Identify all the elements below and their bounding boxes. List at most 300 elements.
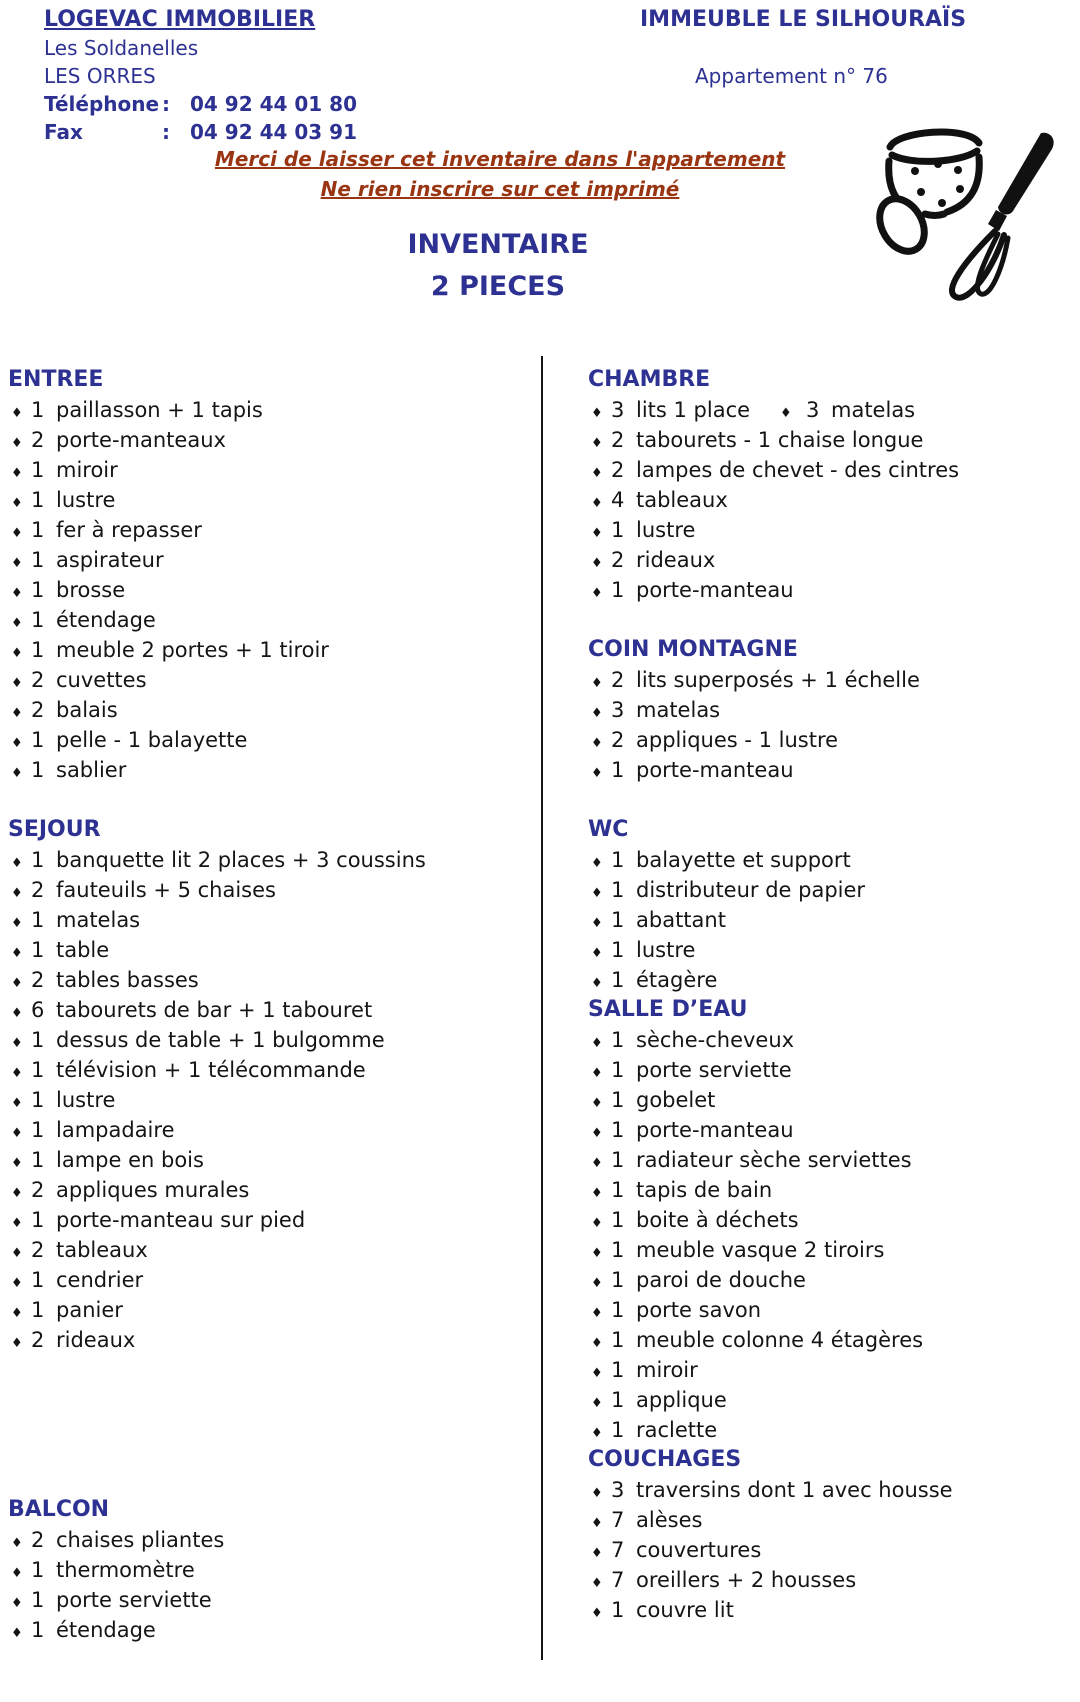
diamond-bullet-icon: ♦ [591, 946, 603, 961]
diamond-bullet-icon: ♦ [591, 1096, 603, 1111]
item-quantity: 2 [611, 428, 625, 452]
fax-label: Fax [44, 120, 83, 144]
section-heading: COIN MONTAGNE [588, 637, 798, 662]
diamond-bullet-icon: ♦ [591, 1396, 603, 1411]
inventory-item [588, 395, 1078, 425]
item-quantity: 1 [31, 1298, 45, 1322]
item-label: oreillers + 2 housses [636, 1568, 857, 1592]
item-quantity: 2 [611, 668, 625, 692]
diamond-bullet-icon: ♦ [11, 1156, 23, 1171]
diamond-bullet-icon: ♦ [591, 436, 603, 451]
item-quantity: 1 [611, 1418, 625, 1442]
item-quantity: 2 [31, 1178, 45, 1202]
item-label: lampadaire [56, 1118, 175, 1142]
inventory-item [8, 965, 498, 995]
diamond-bullet-icon: ♦ [11, 676, 23, 691]
item-label: fer à repasser [56, 518, 202, 542]
item-label: lustre [636, 938, 696, 962]
diamond-bullet-icon: ♦ [11, 976, 23, 991]
diamond-bullet-icon: ♦ [591, 1336, 603, 1351]
section-heading: COUCHAGES [588, 1447, 742, 1472]
diamond-bullet-icon: ♦ [780, 406, 792, 421]
diamond-bullet-icon: ♦ [591, 1576, 603, 1591]
diamond-bullet-icon: ♦ [591, 526, 603, 541]
inventory-item [8, 395, 498, 425]
item-quantity: 4 [611, 488, 625, 512]
phone-row [44, 90, 357, 118]
item-quantity: 1 [31, 1208, 45, 1232]
inventory-item [588, 1055, 1078, 1085]
item-quantity: 2 [611, 458, 625, 482]
inventory-item [8, 1555, 498, 1585]
inventory-item [588, 1475, 1078, 1505]
inventory-item [8, 725, 498, 755]
item-quantity: 1 [31, 728, 45, 752]
item-quantity: 1 [611, 1598, 625, 1622]
item-quantity: 3 [611, 1478, 625, 1502]
item-quantity: 2 [611, 728, 625, 752]
inventory-item [588, 575, 1078, 605]
diamond-bullet-icon: ♦ [11, 706, 23, 721]
diamond-bullet-icon: ♦ [11, 496, 23, 511]
item-quantity: 1 [31, 1118, 45, 1142]
item-quantity: 1 [611, 758, 625, 782]
item-label: miroir [56, 458, 118, 482]
item-quantity: 1 [611, 578, 625, 602]
item-quantity: 3 [611, 398, 625, 422]
item-quantity: 3 [806, 398, 820, 422]
item-label: étendage [56, 1618, 156, 1642]
agency-address-line2: LES ORRES [44, 64, 156, 88]
inventory-item [588, 935, 1078, 965]
item-label: paroi de douche [636, 1268, 806, 1292]
inventory-item [588, 1145, 1078, 1175]
inventory-item [588, 875, 1078, 905]
item-label: étagère [636, 968, 718, 992]
diamond-bullet-icon: ♦ [11, 1276, 23, 1291]
item-label: gobelet [636, 1088, 716, 1112]
item-quantity: 1 [611, 1178, 625, 1202]
diamond-bullet-icon: ♦ [591, 1546, 603, 1561]
inventory-item [588, 1025, 1078, 1055]
item-quantity: 1 [611, 518, 625, 542]
inventory-item [8, 1525, 498, 1555]
inventory-item [8, 425, 498, 455]
item-label: panier [56, 1298, 123, 1322]
item-quantity: 2 [31, 968, 45, 992]
inventory-item [588, 1265, 1078, 1295]
inventory-item [588, 965, 1078, 995]
agency-header [44, 6, 357, 146]
diamond-bullet-icon: ♦ [11, 1306, 23, 1321]
section-salle-d-eau [588, 995, 1078, 1445]
inventory-item [588, 1565, 1078, 1595]
fax-row [44, 118, 357, 146]
item-label: porte-manteau sur pied [56, 1208, 306, 1232]
inventory-item [588, 425, 1078, 455]
diamond-bullet-icon: ♦ [11, 1096, 23, 1111]
item-label: lustre [56, 1088, 116, 1112]
title-line-2: 2 PIECES [430, 271, 566, 302]
item-quantity: 1 [611, 1298, 625, 1322]
diamond-bullet-icon: ♦ [591, 1306, 603, 1321]
item-quantity: 1 [31, 1618, 45, 1642]
diamond-bullet-icon: ♦ [11, 406, 23, 421]
diamond-bullet-icon: ♦ [11, 916, 23, 931]
item-label: porte savon [636, 1298, 762, 1322]
diamond-bullet-icon: ♦ [591, 1606, 603, 1621]
item-label: pelle - 1 balayette [56, 728, 248, 752]
diamond-bullet-icon: ♦ [11, 1336, 23, 1351]
inventory-item [8, 515, 498, 545]
item-quantity: 2 [611, 548, 625, 572]
inventory-item [588, 1325, 1078, 1355]
item-label: sèche-cheveux [636, 1028, 795, 1052]
item-quantity: 1 [611, 848, 625, 872]
inventory-item [8, 665, 498, 695]
item-label: sablier [56, 758, 127, 782]
inventory-item [588, 1295, 1078, 1325]
inventory-item [8, 1205, 498, 1235]
diamond-bullet-icon: ♦ [591, 1426, 603, 1441]
diamond-bullet-icon: ♦ [591, 886, 603, 901]
inventory-item [8, 1295, 498, 1325]
item-label: meuble 2 portes + 1 tiroir [56, 638, 329, 662]
item-label: fauteuils + 5 chaises [56, 878, 276, 902]
item-quantity: 1 [31, 518, 45, 542]
item-quantity: 1 [31, 1148, 45, 1172]
inventory-item [588, 1595, 1078, 1625]
section-entree [8, 365, 498, 785]
diamond-bullet-icon: ♦ [11, 1596, 23, 1611]
diamond-bullet-icon: ♦ [11, 1036, 23, 1051]
inventory-item [8, 875, 498, 905]
item-quantity: 1 [611, 1388, 625, 1412]
diamond-bullet-icon: ♦ [11, 556, 23, 571]
inventory-item [588, 725, 1078, 755]
diamond-bullet-icon: ♦ [11, 1216, 23, 1231]
item-label: lits 1 place [636, 398, 751, 422]
diamond-bullet-icon: ♦ [591, 766, 603, 781]
inventory-item [588, 485, 1078, 515]
diamond-bullet-icon: ♦ [591, 1156, 603, 1171]
item-label: balayette et support [636, 848, 851, 872]
bowl-egg-whisk-icon [845, 103, 1075, 313]
item-label: raclette [636, 1418, 718, 1442]
item-label: table [56, 938, 110, 962]
diamond-bullet-icon: ♦ [11, 646, 23, 661]
item-quantity: 1 [611, 968, 625, 992]
inventory-item [588, 905, 1078, 935]
item-quantity: 1 [31, 1588, 45, 1612]
inventory-item [588, 1385, 1078, 1415]
inventory-item [588, 1085, 1078, 1115]
item-label: tables basses [56, 968, 199, 992]
item-label: appliques murales [56, 1178, 250, 1202]
item-label: brosse [56, 578, 126, 602]
item-quantity: 7 [611, 1568, 625, 1592]
item-quantity: 1 [611, 1028, 625, 1052]
inventory-item [588, 545, 1078, 575]
item-label: meuble colonne 4 étagères [636, 1328, 924, 1352]
inventory-item [588, 1355, 1078, 1385]
diamond-bullet-icon: ♦ [591, 856, 603, 871]
item-quantity: 1 [611, 938, 625, 962]
item-label: matelas [56, 908, 141, 932]
diamond-bullet-icon: ♦ [11, 886, 23, 901]
column-divider-line [541, 356, 543, 1660]
building-name: IMMEUBLE LE SILHOURAÏS [640, 7, 967, 32]
section-wc [588, 815, 1078, 995]
item-label: appliques - 1 lustre [636, 728, 839, 752]
item-label: banquette lit 2 places + 3 coussins [56, 848, 426, 872]
section-heading: CHAMBRE [588, 367, 711, 392]
diamond-bullet-icon: ♦ [591, 466, 603, 481]
item-quantity: 2 [31, 428, 45, 452]
item-quantity: 1 [31, 1558, 45, 1582]
item-quantity: 6 [31, 998, 45, 1022]
item-label: tabourets - 1 chaise longue [636, 428, 924, 452]
section-sejour [8, 815, 498, 1355]
item-quantity: 1 [611, 1058, 625, 1082]
item-label: lits superposés + 1 échelle [636, 668, 920, 692]
section-balcon [8, 1495, 498, 1645]
diamond-bullet-icon: ♦ [591, 1516, 603, 1531]
item-quantity: 2 [31, 1528, 45, 1552]
item-label: rideaux [636, 548, 716, 572]
item-quantity: 1 [31, 908, 45, 932]
item-quantity: 1 [611, 1118, 625, 1142]
item-quantity: 1 [31, 1088, 45, 1112]
inventory-item [588, 755, 1078, 785]
item-quantity: 2 [31, 668, 45, 692]
item-quantity: 1 [31, 488, 45, 512]
section-heading: SEJOUR [8, 817, 101, 842]
item-label: tableaux [56, 1238, 148, 1262]
inventory-item [8, 545, 498, 575]
diamond-bullet-icon: ♦ [11, 586, 23, 601]
inventory-item [8, 1235, 498, 1265]
diamond-bullet-icon: ♦ [11, 1126, 23, 1141]
item-quantity: 2 [31, 1238, 45, 1262]
diamond-bullet-icon: ♦ [591, 586, 603, 601]
inventory-item [8, 1085, 498, 1115]
item-label: distributeur de papier [636, 878, 866, 902]
section-heading: BALCON [8, 1497, 110, 1522]
item-quantity: 1 [611, 1238, 625, 1262]
inventory-item [588, 1205, 1078, 1235]
diamond-bullet-icon: ♦ [591, 1066, 603, 1081]
agency-name: LOGEVAC IMMOBILIER [44, 7, 316, 32]
inventory-item [8, 455, 498, 485]
item-label: porte-manteaux [56, 428, 226, 452]
inventory-item [8, 995, 498, 1025]
item-label: matelas [636, 698, 721, 722]
item-quantity: 1 [31, 578, 45, 602]
diamond-bullet-icon: ♦ [11, 1066, 23, 1081]
inventory-item [588, 1175, 1078, 1205]
diamond-bullet-icon: ♦ [11, 1246, 23, 1261]
inventory-item [588, 515, 1078, 545]
diamond-bullet-icon: ♦ [11, 1566, 23, 1581]
phone-number: 04 92 44 01 80 [190, 92, 358, 116]
diamond-bullet-icon: ♦ [591, 1126, 603, 1141]
item-label: porte-manteau [636, 578, 794, 602]
item-label: traversins dont 1 avec housse [636, 1478, 953, 1502]
item-quantity: 1 [31, 1028, 45, 1052]
section-heading: SALLE D’EAU [588, 997, 748, 1022]
diamond-bullet-icon: ♦ [591, 736, 603, 751]
agency-address-line1: Les Soldanelles [44, 36, 199, 60]
inventory-item [588, 1535, 1078, 1565]
section-heading: ENTREE [8, 367, 104, 392]
item-label: meuble vasque 2 tiroirs [636, 1238, 885, 1262]
inventory-item [8, 905, 498, 935]
diamond-bullet-icon: ♦ [591, 1186, 603, 1201]
phone-colon: : [162, 92, 170, 116]
inventory-item [8, 845, 498, 875]
item-quantity: 7 [611, 1538, 625, 1562]
item-label: cendrier [56, 1268, 144, 1292]
item-quantity: 3 [611, 698, 625, 722]
item-label: rideaux [56, 1328, 136, 1352]
item-label: lustre [636, 518, 696, 542]
inventory-item [588, 845, 1078, 875]
inventory-item [8, 755, 498, 785]
item-label: applique [636, 1388, 727, 1412]
item-quantity: 1 [31, 938, 45, 962]
diamond-bullet-icon: ♦ [11, 1186, 23, 1201]
item-label: télévision + 1 télécommande [56, 1058, 366, 1082]
section-couchages [588, 1445, 1078, 1625]
diamond-bullet-icon: ♦ [591, 1276, 603, 1291]
inventory-item [8, 485, 498, 515]
fax-colon: : [162, 120, 170, 144]
item-label: couvre lit [636, 1598, 734, 1622]
inventory-item [8, 1115, 498, 1145]
item-label: porte-manteau [636, 758, 794, 782]
notice-line-2: Ne rien inscrire sur cet imprimé [320, 177, 680, 201]
item-quantity: 2 [31, 1328, 45, 1352]
inventory-item [8, 1055, 498, 1085]
item-label: tabourets de bar + 1 tabouret [56, 998, 373, 1022]
inventory-item [8, 1325, 498, 1355]
inventory-item [588, 695, 1078, 725]
section-heading: WC [588, 817, 629, 842]
item-label: dessus de table + 1 bulgomme [56, 1028, 385, 1052]
building-header [640, 6, 966, 90]
item-quantity: 1 [31, 458, 45, 482]
phone-label: Téléphone [44, 92, 160, 116]
item-label: thermomètre [56, 1558, 195, 1582]
diamond-bullet-icon: ♦ [591, 556, 603, 571]
fax-number: 04 92 44 03 91 [190, 120, 358, 144]
inventory-item [588, 1115, 1078, 1145]
left-column [8, 365, 498, 1645]
inventory-item [588, 1415, 1078, 1445]
item-label: abattant [636, 908, 726, 932]
item-quantity: 1 [611, 1358, 625, 1382]
item-label: lampes de chevet - des cintres [636, 458, 960, 482]
inventory-item [588, 665, 1078, 695]
item-quantity: 7 [611, 1508, 625, 1532]
item-quantity: 1 [611, 1208, 625, 1232]
item-label: chaises pliantes [56, 1528, 225, 1552]
diamond-bullet-icon: ♦ [11, 946, 23, 961]
diamond-bullet-icon: ♦ [11, 1626, 23, 1641]
inventory-item [8, 605, 498, 635]
inventory-item [8, 935, 498, 965]
diamond-bullet-icon: ♦ [591, 1366, 603, 1381]
item-quantity: 1 [31, 758, 45, 782]
item-quantity: 1 [611, 1148, 625, 1172]
diamond-bullet-icon: ♦ [591, 496, 603, 511]
item-quantity: 1 [31, 398, 45, 422]
diamond-bullet-icon: ♦ [591, 1216, 603, 1231]
item-label: matelas [831, 398, 916, 422]
inventory-item [8, 695, 498, 725]
item-label: lampe en bois [56, 1148, 204, 1172]
item-quantity: 1 [31, 1058, 45, 1082]
item-label: porte serviette [636, 1058, 792, 1082]
section-coin-montagne [588, 635, 1078, 785]
item-quantity: 1 [31, 638, 45, 662]
diamond-bullet-icon: ♦ [591, 1036, 603, 1051]
section-chambre [588, 365, 1078, 605]
apartment-number: Appartement n° 76 [695, 64, 888, 88]
inventory-item [8, 1145, 498, 1175]
item-label: boite à déchets [636, 1208, 799, 1232]
item-quantity: 1 [31, 1268, 45, 1292]
title-line-1: INVENTAIRE [407, 229, 589, 260]
diamond-bullet-icon: ♦ [591, 1486, 603, 1501]
item-label: aspirateur [56, 548, 164, 572]
item-quantity: 1 [31, 548, 45, 572]
diamond-bullet-icon: ♦ [11, 436, 23, 451]
notice-line-1: Merci de laisser cet inventaire dans l'appartement [214, 147, 786, 171]
item-label: porte-manteau [636, 1118, 794, 1142]
inventory-item [588, 1235, 1078, 1265]
inventory-item [8, 575, 498, 605]
item-label: paillasson + 1 tapis [56, 398, 263, 422]
item-quantity: 1 [611, 1088, 625, 1112]
inventory-item [588, 455, 1078, 485]
inventory-item [8, 1025, 498, 1055]
item-quantity: 2 [31, 698, 45, 722]
inventory-item [8, 1615, 498, 1645]
diamond-bullet-icon: ♦ [11, 1006, 23, 1021]
inventory-item [8, 1265, 498, 1295]
diamond-bullet-icon: ♦ [11, 526, 23, 541]
right-column [588, 365, 1078, 1625]
item-label: lustre [56, 488, 116, 512]
diamond-bullet-icon: ♦ [11, 856, 23, 871]
diamond-bullet-icon: ♦ [591, 976, 603, 991]
item-label: étendage [56, 608, 156, 632]
diamond-bullet-icon: ♦ [11, 616, 23, 631]
item-quantity: 1 [31, 608, 45, 632]
diamond-bullet-icon: ♦ [11, 766, 23, 781]
item-label: porte serviette [56, 1588, 212, 1612]
item-label: cuvettes [56, 668, 147, 692]
diamond-bullet-icon: ♦ [591, 406, 603, 421]
inventory-item [8, 635, 498, 665]
item-label: tableaux [636, 488, 728, 512]
diamond-bullet-icon: ♦ [591, 706, 603, 721]
diamond-bullet-icon: ♦ [11, 1536, 23, 1551]
item-label: alèses [636, 1508, 703, 1532]
diamond-bullet-icon: ♦ [591, 1246, 603, 1261]
